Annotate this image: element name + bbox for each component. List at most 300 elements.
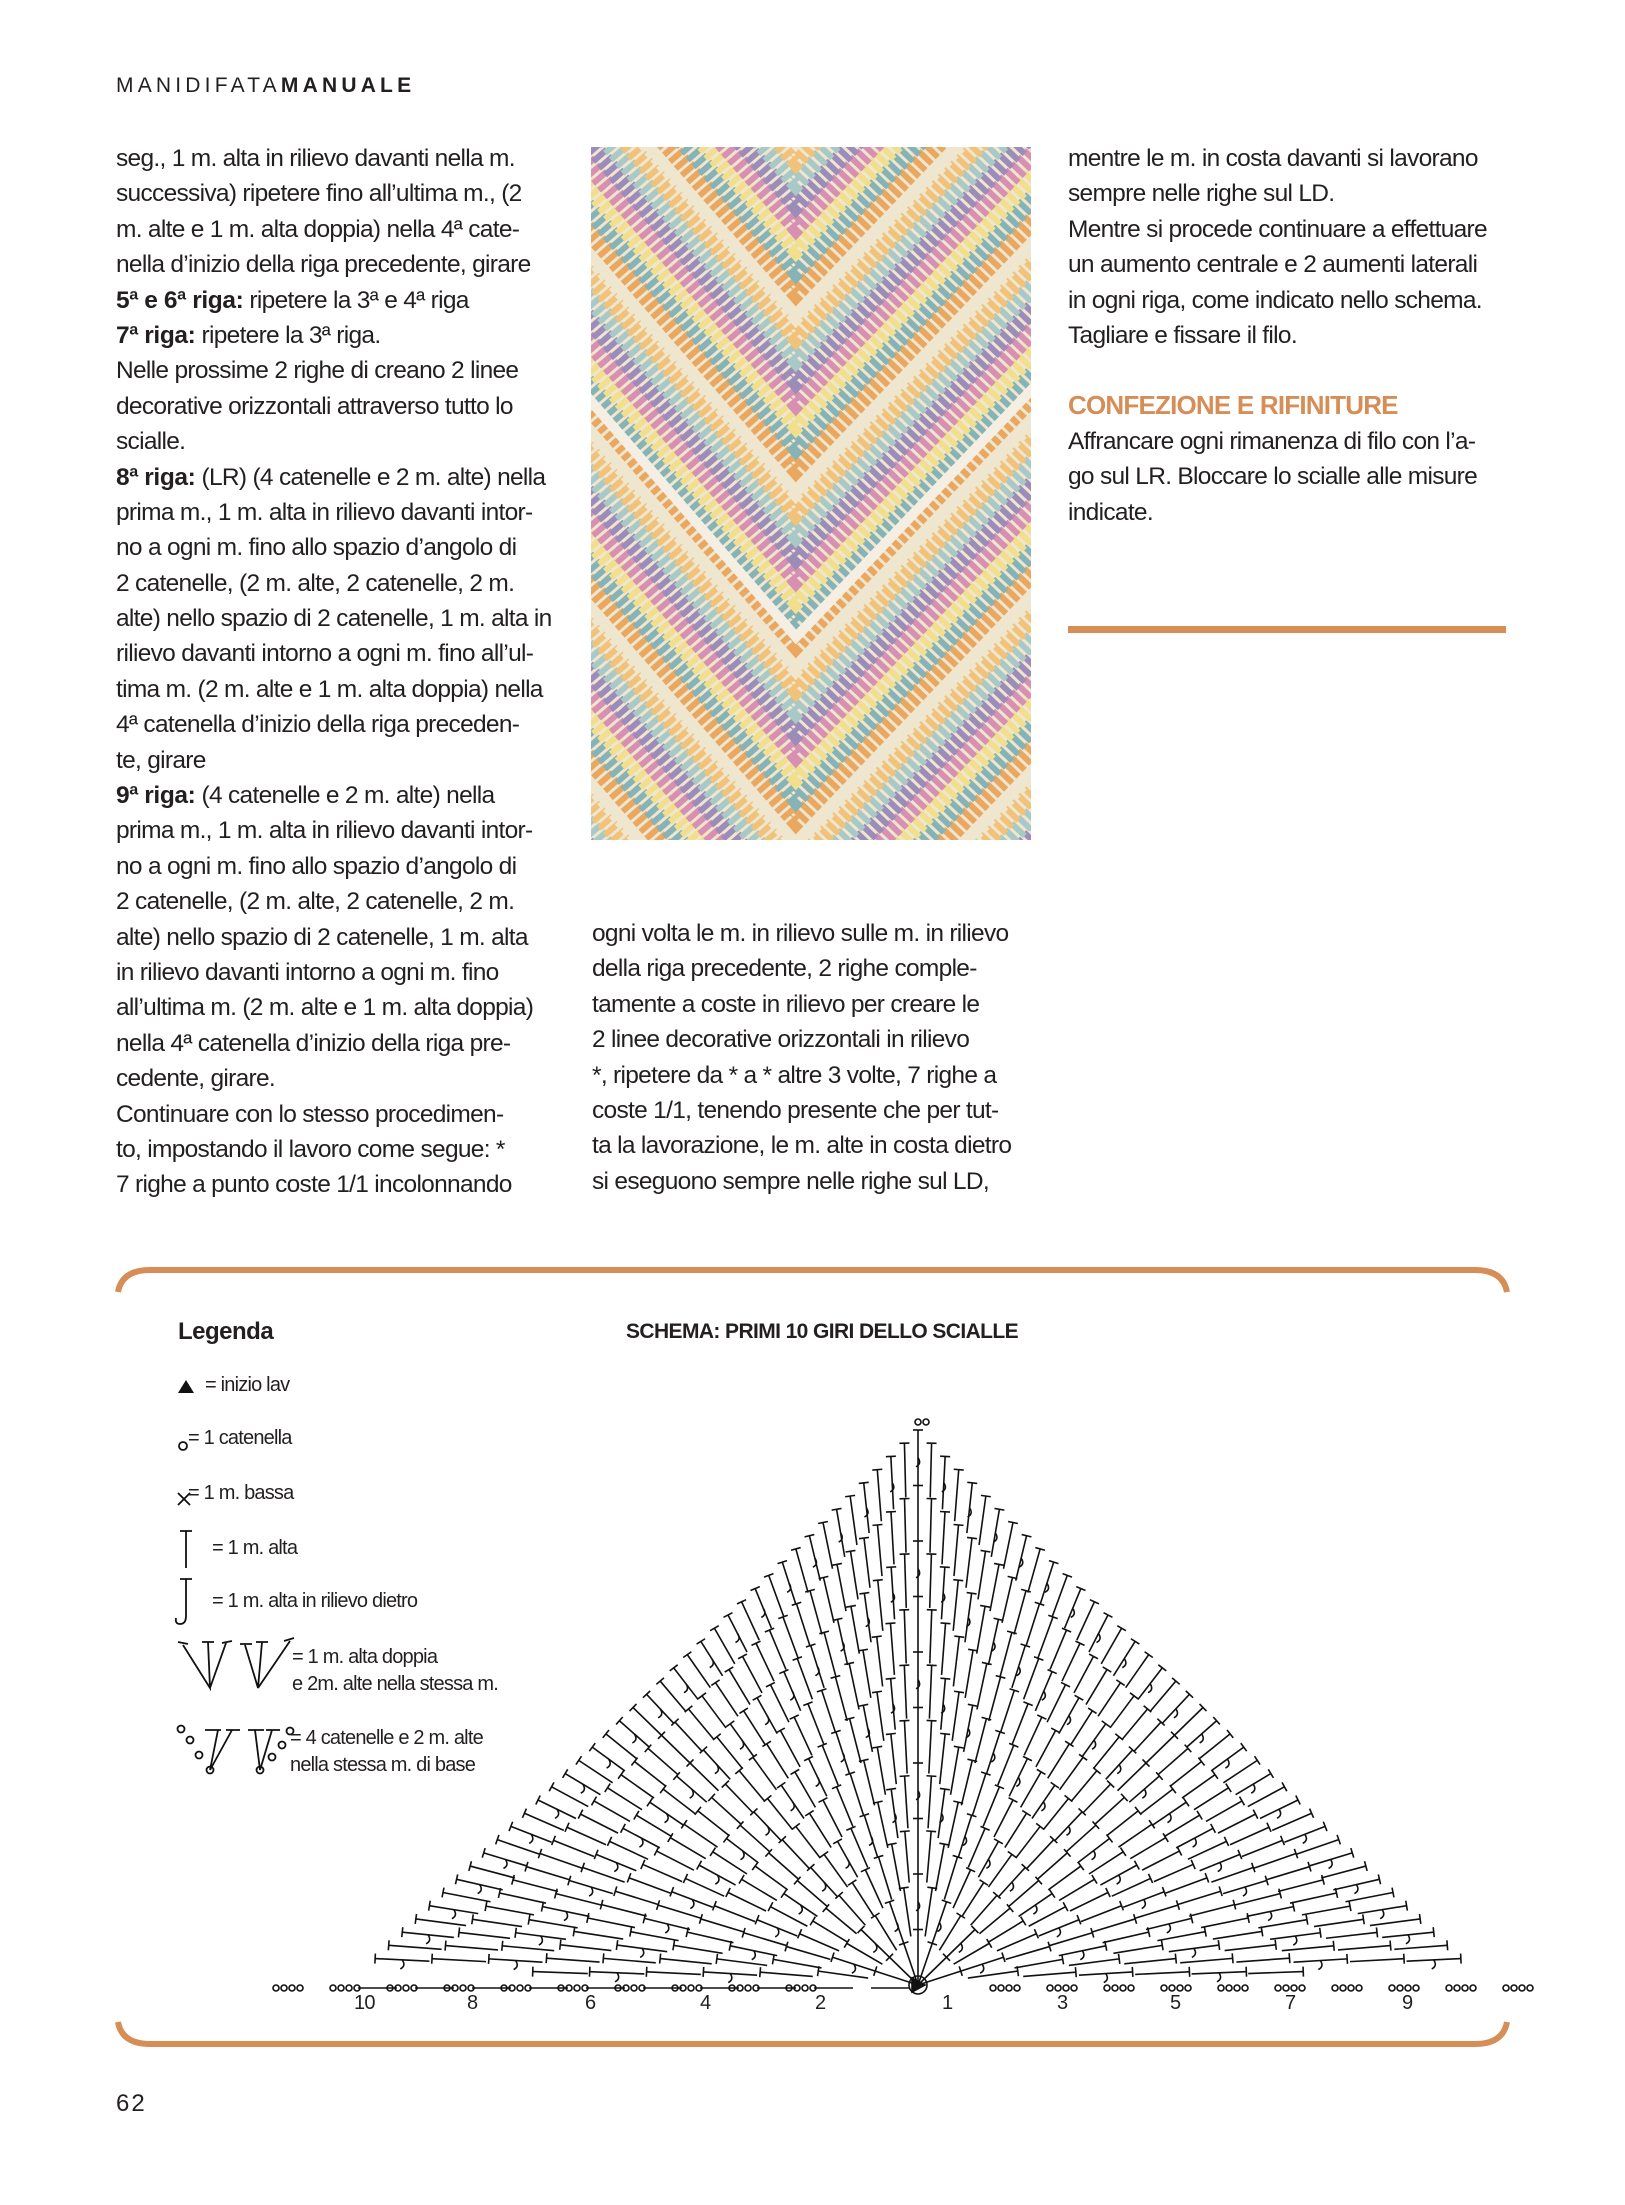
- stitch-top-bar: [1116, 1680, 1124, 1686]
- stitch-double-crochet: [1338, 1946, 1391, 1950]
- row-label: 7: [1285, 1992, 1296, 2014]
- stitch-double-crochet: [1023, 1972, 1076, 1976]
- post-hook: [426, 1935, 430, 1944]
- line-text: 4ª catenella d’inizio della riga preceden-: [116, 711, 520, 739]
- post-hook: [715, 1765, 719, 1774]
- stitch-double-crochet: [852, 1883, 874, 1917]
- stitch-top-bar: [432, 1954, 433, 1964]
- post-hook: [658, 1709, 662, 1718]
- stitch-top-bar: [968, 1704, 978, 1706]
- stitch-top-bar: [954, 1636, 964, 1637]
- stitch-double-crochet: [809, 1813, 831, 1847]
- stitch-double-crochet: [998, 1745, 1014, 1785]
- stitch-double-crochet: [594, 1801, 630, 1821]
- double-crochet-icon: [180, 1531, 192, 1568]
- stitch-double-crochet: [470, 1866, 515, 1878]
- stitch-double-crochet: [533, 1972, 588, 1974]
- stitch-top-bar: [1132, 1967, 1133, 1977]
- stitch-double-crochet: [756, 1643, 774, 1681]
- stitch-double-crochet: [1012, 1645, 1025, 1687]
- stitch-top-bar: [1275, 1940, 1276, 1950]
- post-hook: [1354, 1885, 1358, 1894]
- stitch-double-crochet: [1024, 1717, 1042, 1755]
- stitch-double-crochet: [1074, 1656, 1094, 1693]
- stitch-double-crochet: [795, 1772, 816, 1808]
- stitch-double-crochet: [1037, 1853, 1067, 1879]
- post-hook: [799, 1905, 803, 1914]
- stitch-double-crochet: [968, 1971, 1018, 1978]
- stitch-double-crochet: [1060, 1757, 1084, 1790]
- stitch-top-bar: [388, 1940, 389, 1950]
- stitch-double-crochet: [851, 1606, 859, 1653]
- post-hook: [589, 1887, 593, 1896]
- stitch-double-crochet: [878, 1525, 883, 1576]
- stitch-double-crochet: [663, 1789, 695, 1813]
- post-hook: [581, 1784, 585, 1793]
- stitch-double-crochet: [432, 1959, 486, 1962]
- stitch-double-crochet: [540, 1854, 582, 1869]
- row-label: 8: [467, 1992, 478, 2014]
- chain-stitch: [1389, 1985, 1395, 1991]
- chain4-two-dc-icon: [205, 1730, 280, 1770]
- stitch-top-bar: [752, 1862, 758, 1870]
- stitch-double-crochet: [891, 1512, 894, 1565]
- stitch-double-crochet: [797, 1604, 811, 1646]
- stitch-top-bar: [1390, 1941, 1391, 1951]
- stitch-double-crochet: [1101, 1628, 1121, 1664]
- stitch-top-bar: [872, 1636, 882, 1637]
- chain-stitch: [1218, 1985, 1224, 1991]
- line-text: ripetere la 3ª e 4ª riga: [243, 286, 469, 314]
- stitch-top-bar: [1232, 1953, 1233, 1963]
- stitch-double-crochet: [835, 1677, 847, 1721]
- stitch-double-crochet: [502, 1946, 554, 1951]
- stitch-double-crochet: [904, 1888, 911, 1937]
- stitch-double-crochet: [1069, 1959, 1119, 1966]
- stitch-top-bar: [1218, 1940, 1219, 1950]
- stitch-top-bar: [1131, 1639, 1139, 1644]
- stitch-double-crochet: [1270, 1933, 1320, 1940]
- row-label: 9: [1402, 1992, 1413, 2014]
- stitch-top-bar: [967, 1482, 977, 1483]
- post-hook: [1104, 1974, 1108, 1983]
- stitch-top-bar: [634, 1811, 639, 1820]
- treble-and-two-dc-icon: [178, 1638, 294, 1688]
- stitch-double-crochet: [1230, 1827, 1269, 1845]
- stitch-top-bar: [954, 1469, 964, 1470]
- stitch-top-bar: [1075, 1695, 1084, 1700]
- stitch-top-bar: [781, 1889, 787, 1897]
- stitch-top-bar: [967, 1593, 977, 1594]
- stitch-double-crochet: [606, 1734, 637, 1759]
- stitch-double-crochet: [1062, 1643, 1080, 1681]
- crochet-diagram: [273, 1419, 1533, 1994]
- stitch-double-crochet: [429, 1906, 478, 1914]
- stitch-double-crochet: [603, 1958, 655, 1962]
- stitch-double-crochet: [743, 1656, 763, 1693]
- stitch-double-crochet: [701, 1919, 744, 1932]
- post-hook: [607, 1759, 611, 1768]
- stitch-top-bar: [899, 1720, 909, 1721]
- chain-stitch: [1226, 1985, 1232, 1991]
- stitch-top-bar: [940, 1678, 950, 1679]
- stitch-double-crochet: [1112, 1878, 1151, 1896]
- stitch-top-bar: [592, 1797, 597, 1806]
- chain-icon: [179, 1442, 187, 1450]
- stitch-double-crochet: [796, 1549, 808, 1593]
- stitch-double-crochet: [782, 1562, 796, 1604]
- stitch-double-crochet: [797, 1881, 827, 1907]
- post-hook: [615, 1973, 619, 1982]
- post-hook: [1329, 1859, 1333, 1868]
- stitch-double-crochet: [684, 1824, 717, 1847]
- stitch-double-crochet: [717, 1959, 767, 1966]
- stitch-double-crochet: [823, 1800, 842, 1837]
- stitch-double-crochet: [1154, 1864, 1193, 1881]
- stitch-top-bar: [683, 1652, 691, 1658]
- post-hook: [873, 1943, 877, 1952]
- stitch-double-crochet: [1166, 1878, 1207, 1893]
- stitch-double-crochet: [1187, 1721, 1217, 1747]
- stitch-double-crochet: [1135, 1905, 1178, 1918]
- line-text: 7 righe a punto coste 1/1 incolonnando: [116, 1171, 512, 1199]
- stitch-double-crochet: [977, 1606, 985, 1653]
- stitch-double-crochet: [714, 1906, 755, 1922]
- stitch-top-bar: [603, 1953, 604, 1963]
- stitch-double-crochet: [878, 1580, 883, 1631]
- stitch-double-crochet: [904, 1665, 906, 1718]
- chain-stitch: [1071, 1985, 1077, 1991]
- stitch-top-bar: [1320, 1928, 1321, 1938]
- post-hook: [715, 1875, 719, 1884]
- stitch-double-crochet: [1038, 1617, 1053, 1658]
- stitch-double-crochet: [977, 1663, 987, 1709]
- line-text: Affrancare ogni rimanenza di filo con l’a-: [1068, 428, 1476, 455]
- stitch-double-crochet: [988, 1921, 1023, 1942]
- brand-light: MANIDIFATA: [116, 74, 281, 97]
- stitch-double-crochet: [621, 1775, 654, 1798]
- post-hook: [1293, 1936, 1297, 1945]
- stitch-double-crochet: [1000, 1632, 1012, 1676]
- stitch-double-crochet: [742, 1602, 760, 1640]
- stitch-double-crochet: [660, 1681, 686, 1711]
- stitch-double-crochet: [769, 1853, 799, 1879]
- post-hook: [740, 1851, 744, 1860]
- chain-stitch: [1185, 1985, 1191, 1991]
- line-text: Mentre si procede continuare a effettuare: [1068, 215, 1487, 243]
- stitch-double-crochet: [891, 1567, 894, 1619]
- stitch-double-crochet: [851, 1551, 859, 1599]
- stitch-top-bar: [832, 1508, 842, 1510]
- stitch-double-crochet: [1049, 1933, 1093, 1946]
- stitch-top-bar: [1119, 1954, 1120, 1964]
- stitch-double-crochet: [1050, 1630, 1067, 1669]
- stitch-top-bar: [1247, 1913, 1249, 1923]
- stitch-top-bar: [1049, 1889, 1055, 1897]
- stitch-double-crochet: [824, 1854, 847, 1887]
- stitch-double-crochet: [940, 1734, 945, 1784]
- stitch-double-crochet: [1043, 1799, 1068, 1830]
- stitch-double-crochet: [951, 1747, 959, 1795]
- stitch-double-crochet: [784, 1672, 801, 1711]
- line-text: te, girare: [116, 746, 206, 774]
- stitch-double-crochet: [1126, 1655, 1149, 1688]
- legend-title: Legenda: [178, 1318, 274, 1345]
- stitch-double-crochet: [1071, 1771, 1097, 1802]
- line-text: go sul LR. Bloccare lo scialle alle misure: [1068, 463, 1478, 491]
- stitch-double-crochet: [443, 1893, 491, 1902]
- chain-stitch: [1511, 1985, 1517, 1991]
- chain-stitch: [297, 1985, 303, 1991]
- stitch-double-crochet: [1028, 1549, 1040, 1593]
- stitch-top-bar: [873, 1580, 883, 1581]
- stitch-double-crochet: [583, 1867, 625, 1882]
- stitch-double-crochet: [1006, 1947, 1050, 1960]
- line-text: mentre le m. in costa davanti si lavorano: [1068, 145, 1478, 172]
- chain-icon: [178, 1726, 185, 1733]
- stitch-double-crochet: [689, 1709, 715, 1740]
- stitch-double-crochet: [1134, 1722, 1161, 1751]
- stitch-top-bar: [981, 1495, 991, 1496]
- stitch-double-crochet: [979, 1908, 1010, 1934]
- post-hook: [752, 1951, 756, 1960]
- line-text: nella 4ª catenella d’inizio della riga pre-: [116, 1029, 511, 1057]
- stitch-double-crochet: [1177, 1891, 1220, 1904]
- stitch-double-crochet: [755, 1866, 788, 1890]
- chain-icon: [196, 1752, 203, 1759]
- chain-stitch: [1047, 1985, 1053, 1991]
- line-text: ogni volta le m. in rilievo sulle m. in rilievo: [592, 920, 1009, 947]
- post-hook: [1080, 1951, 1084, 1960]
- stitch-double-crochet: [527, 1867, 571, 1880]
- stitch-double-crochet: [717, 1737, 742, 1768]
- stitch-top-bar: [1120, 1848, 1125, 1856]
- stitch-double-crochet: [838, 1619, 848, 1665]
- post-hook: [539, 1936, 543, 1945]
- chain-stitch: [1527, 1985, 1533, 1991]
- stitch-double-crochet: [712, 1797, 741, 1824]
- line-text: ripetere la 3ª riga.: [195, 321, 381, 349]
- chain-stitch: [273, 1985, 279, 1991]
- chart-title: SCHEMA: PRIMI 10 GIRI DELLO SCIALLE: [626, 1320, 1019, 1343]
- stitch-double-crochet: [877, 1637, 883, 1687]
- post-hook: [1167, 1924, 1171, 1933]
- row-label: 6: [585, 1992, 596, 2014]
- stitch-double-crochet: [810, 1591, 822, 1635]
- stitch-top-bar: [833, 1839, 842, 1844]
- chain-stitch: [688, 1985, 694, 1991]
- stitch-double-crochet: [1070, 1893, 1108, 1912]
- stitch-top-bar: [1419, 1914, 1420, 1924]
- stitch-top-bar: [1226, 1784, 1231, 1792]
- stitch-double-crochet: [729, 1670, 750, 1705]
- stitch-double-crochet: [1150, 1681, 1176, 1711]
- stitch-double-crochet: [1218, 1814, 1256, 1833]
- stitch-top-bar: [1022, 1535, 1032, 1537]
- stitch-top-bar: [402, 1927, 403, 1937]
- row-label: 3: [1057, 1992, 1068, 2014]
- stitch-top-bar: [1037, 1769, 1046, 1774]
- stitch-double-crochet: [1346, 1893, 1394, 1902]
- line-text: 2 catenelle, (2 m. alte, 2 catenelle, 2 m.: [116, 569, 515, 597]
- stitch-top-bar: [846, 1550, 856, 1552]
- stitch-top-bar: [739, 1708, 747, 1713]
- line-text: *, ripetere da * a * altre 3 volte, 7 righe a: [592, 1061, 997, 1089]
- stitch-double-crochet: [994, 1800, 1013, 1837]
- chain-stitch: [1234, 1985, 1240, 1991]
- stitch-double-crochet: [1258, 1920, 1307, 1928]
- stitch-top-bar: [1161, 1940, 1163, 1950]
- legend-item: [292, 1644, 498, 1698]
- stitch-top-bar: [710, 1848, 715, 1856]
- post-hook: [684, 1684, 688, 1693]
- stitch-double-crochet: [823, 1523, 833, 1569]
- stitch-double-crochet: [1225, 1945, 1276, 1951]
- post-hook: [980, 1964, 984, 1973]
- post-hook: [852, 1964, 856, 1973]
- post-hook: [1268, 1912, 1272, 1921]
- line-text: successiva) ripetere fino all’ultima m., (2: [116, 180, 522, 208]
- legend-label: = 1 m. alta in rilievo dietro: [212, 1590, 418, 1612]
- stitch-top-bar: [967, 1537, 977, 1538]
- stitch-double-crochet: [1242, 1840, 1283, 1856]
- stitch-double-crochet: [971, 1895, 997, 1925]
- stitch-double-crochet: [497, 1840, 539, 1855]
- stitch-top-bar: [703, 1967, 704, 1977]
- line-text: rilievo davanti intorno a ogni m. fino all’ul-: [116, 640, 534, 668]
- stitch-double-crochet: [953, 1870, 971, 1908]
- stitch-top-bar: [900, 1831, 910, 1832]
- stitch-double-crochet: [459, 1932, 510, 1938]
- stitch-double-crochet: [581, 1814, 619, 1833]
- stitch-double-crochet: [635, 1762, 667, 1787]
- stitch-double-crochet: [1009, 1759, 1027, 1797]
- stitch-double-crochet: [619, 1721, 649, 1747]
- stitch-top-bar: [670, 1665, 678, 1671]
- legend-item: [205, 1372, 289, 1399]
- row-label: 4: [700, 1992, 711, 2014]
- stitch-double-crochet: [1326, 1932, 1377, 1938]
- bold-label: 9ª riga:: [116, 782, 196, 810]
- chain-icon: [187, 1737, 194, 1744]
- stitch-top-bar: [810, 1917, 815, 1926]
- stitch-top-bar: [698, 1693, 706, 1699]
- stitch-double-crochet: [500, 1893, 547, 1903]
- stitch-double-crochet: [1180, 1958, 1232, 1962]
- line-text: Tagliare e fissare il filo.: [1068, 321, 1297, 349]
- chain-stitch: [1120, 1985, 1126, 1991]
- stitch-top-bar: [927, 1720, 937, 1721]
- stitch-double-crochet: [1194, 1788, 1229, 1810]
- chain-stitch: [338, 1985, 344, 1991]
- post-hook: [400, 1960, 404, 1969]
- stitch-double-crochet: [1004, 1523, 1014, 1569]
- row-label: 1: [942, 1992, 953, 2014]
- stitch-top-bar: [726, 1721, 734, 1727]
- stitch-double-crochet: [1314, 1919, 1364, 1926]
- stitch-top-bar: [805, 1535, 815, 1537]
- stitch-double-crochet: [1081, 1906, 1122, 1922]
- stitch-top-bar: [940, 1788, 950, 1789]
- stitch-double-crochet: [608, 1788, 643, 1810]
- stitch-double-crochet: [961, 1760, 972, 1805]
- stitch-double-crochet: [1248, 1972, 1303, 1974]
- post-hook: [728, 1974, 732, 1983]
- stitch-double-crochet: [953, 1637, 959, 1687]
- stitch-top-bar: [940, 1512, 950, 1513]
- stitch-double-crochet: [1098, 1683, 1121, 1717]
- stitch-double-crochet: [891, 1679, 896, 1730]
- stitch-double-crochet: [1110, 1696, 1134, 1728]
- chain-stitch: [403, 1985, 409, 1991]
- post-hook: [665, 1924, 669, 1933]
- stitch-double-crochet: [660, 1959, 712, 1964]
- stitch-double-crochet: [850, 1774, 864, 1816]
- post-hook: [503, 1859, 507, 1868]
- stitch-double-crochet: [687, 1932, 733, 1943]
- stitch-double-crochet: [473, 1919, 523, 1926]
- line-text: cedente, girare.: [116, 1065, 276, 1093]
- stitch-top-bar: [939, 1843, 949, 1845]
- post-hook: [1192, 1948, 1196, 1957]
- line-text: prima m., 1 m. alta in rilievo davanti intor-: [116, 817, 533, 845]
- stitch-double-crochet: [716, 1683, 739, 1717]
- stitch-double-crochet: [554, 1840, 595, 1856]
- stitch-double-crochet: [674, 1945, 723, 1953]
- stitch-top-bar: [994, 1839, 1003, 1844]
- stitch-double-crochet: [690, 1763, 719, 1791]
- stitch-double-crochet: [818, 1971, 868, 1978]
- chain-icon: [269, 1754, 276, 1761]
- stitch-top-bar: [458, 1927, 459, 1937]
- chain-stitch: [460, 1985, 466, 1991]
- stitch-double-crochet: [1278, 1880, 1323, 1892]
- stitch-double-crochet: [863, 1650, 871, 1698]
- post-hook: [665, 1814, 669, 1823]
- stitch-top-bar: [587, 1913, 589, 1923]
- stitch-double-crochet: [1213, 1931, 1262, 1939]
- stitch-double-crochet: [1382, 1932, 1434, 1937]
- stitch-double-crochet: [1026, 1604, 1040, 1646]
- frame-top: [118, 1270, 1507, 1292]
- post-hook: [514, 1961, 518, 1970]
- stitch-double-crochet: [997, 1934, 1036, 1951]
- stitch-double-crochet: [744, 1711, 766, 1745]
- stitch-double-crochet: [988, 1619, 998, 1665]
- post-hook: [1243, 1887, 1247, 1896]
- chain-stitch: [1413, 1985, 1419, 1991]
- stitch-double-crochet: [905, 1499, 907, 1553]
- post-hook: [639, 1838, 643, 1847]
- stitch-top-bar: [872, 1746, 882, 1748]
- stitch-top-bar: [630, 1927, 632, 1937]
- stitch-top-bar: [1347, 1954, 1348, 1964]
- post-hook: [775, 1928, 779, 1937]
- stitch-double-crochet: [1170, 1762, 1202, 1787]
- stitch-double-crochet: [1290, 1893, 1337, 1903]
- stitch-double-crochet: [965, 1650, 973, 1698]
- stitch-double-crochet: [602, 1905, 647, 1916]
- post-hook: [690, 1900, 694, 1909]
- chain-stitch: [346, 1985, 352, 1991]
- stitch-top-bar: [886, 1733, 896, 1734]
- legend-label: = 4 catenelle e 2 m. alte: [290, 1727, 483, 1749]
- stitch-double-crochet: [1118, 1763, 1147, 1791]
- stitch-double-crochet: [794, 1717, 812, 1755]
- stitch-double-crochet: [904, 1610, 906, 1664]
- stitch-double-crochet: [588, 1918, 635, 1928]
- post-hook: [822, 1882, 826, 1891]
